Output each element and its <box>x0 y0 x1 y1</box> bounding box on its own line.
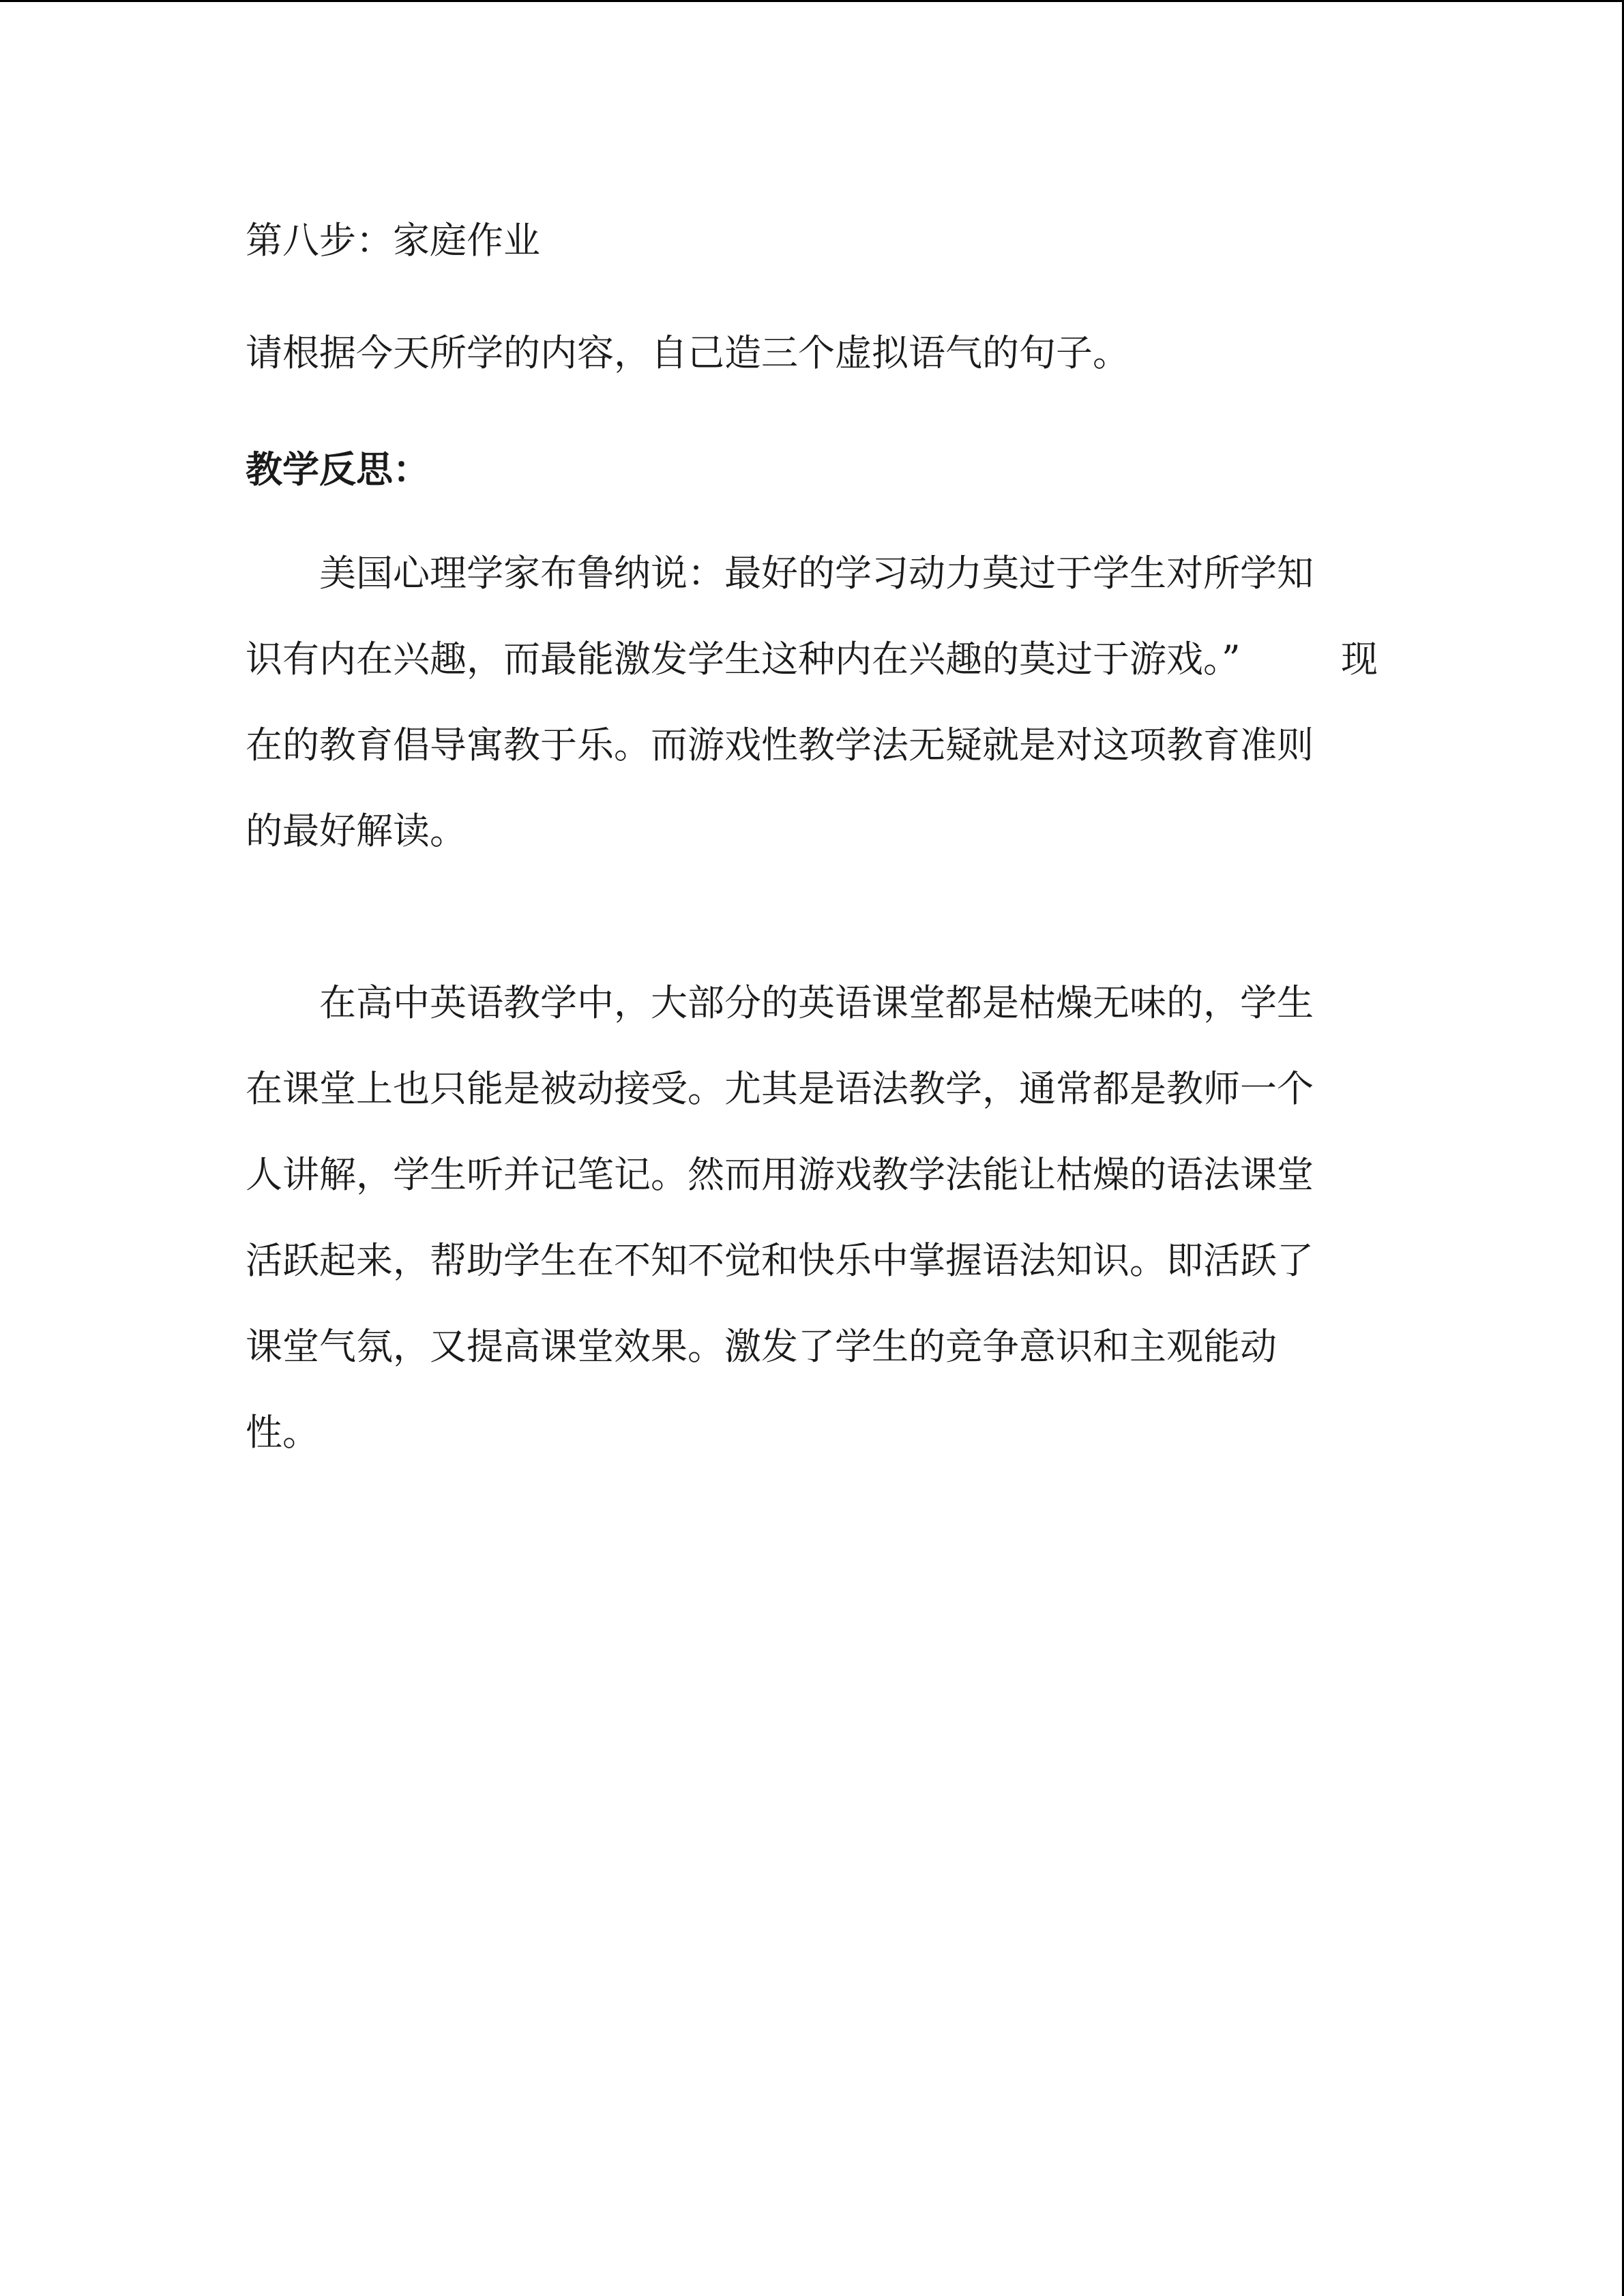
step-heading: 第八步：家庭作业 <box>246 219 540 262</box>
document-body <box>246 191 1378 1476</box>
homework-task: 请根据今天所学的内容，自己造三个虚拟语气的句子。 <box>246 331 1130 374</box>
paragraph-line: 人讲解，学生听并记笔记。然而用游戏教学法能让枯燥的语法课堂 <box>246 1153 1314 1196</box>
paragraph-line: 在的教育倡导寓教于乐。而游戏性教学法无疑就是对这项教育准则 <box>246 724 1314 766</box>
paragraph-line-tail: 现 <box>1341 638 1378 681</box>
paragraph-line <box>246 616 1378 702</box>
paragraph-line: 在高中英语教学中，大部分的英语课堂都是枯燥无味的，学生 <box>319 981 1314 1024</box>
reflection-paragraph-1 <box>246 531 1378 874</box>
paragraph-spacer <box>246 874 1378 960</box>
paragraph-line: 美国心理学家布鲁纳说：最好的学习动力莫过于学生对所学知 <box>319 552 1314 595</box>
reflection-paragraph-2 <box>246 960 1378 1476</box>
page-top-edge <box>0 0 1624 2</box>
reflection-heading: 教学反思： <box>246 447 430 491</box>
paragraph-line-text: 识有内在兴趣，而最能激发学生这种内在兴趣的莫过于游戏。” <box>246 638 1241 681</box>
paragraph-line: 性。 <box>246 1411 319 1454</box>
paragraph-line: 课堂气氛，又提高课堂效果。激发了学生的竞争意识和主观能动 <box>246 1325 1277 1368</box>
paragraph-line: 活跃起来，帮助学生在不知不觉和快乐中掌握语法知识。即活跃了 <box>246 1239 1314 1282</box>
paragraph-line: 的最好解读。 <box>246 809 467 852</box>
paragraph-line: 在课堂上也只能是被动接受。尤其是语法教学，通常都是教师一个 <box>246 1067 1314 1110</box>
